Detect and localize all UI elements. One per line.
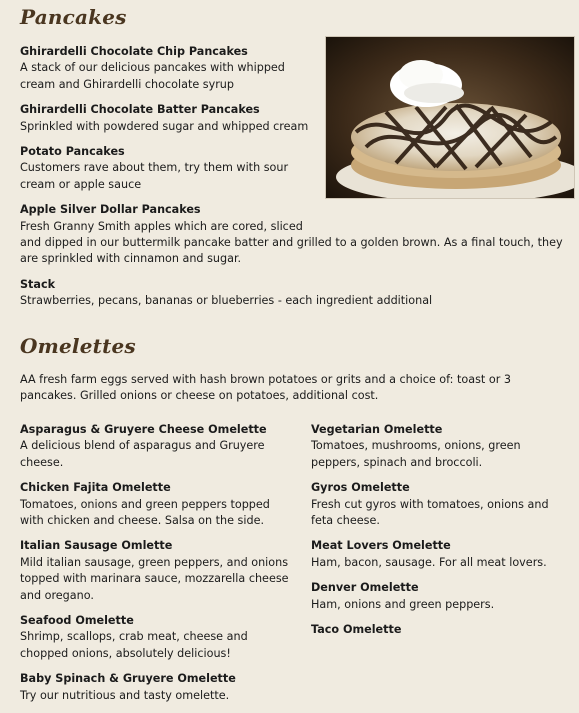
item-description: Tomatoes, mushrooms, onions, green peppers, spinach and broccoli. bbox=[311, 439, 521, 469]
menu-item bbox=[311, 538, 566, 571]
pancakes-title: Pancakes bbox=[20, 5, 127, 29]
menu-item bbox=[311, 580, 566, 613]
menu-item bbox=[20, 613, 295, 662]
item-description: Strawberries, pecans, bananas or blueberries - each ingredient additional bbox=[20, 294, 433, 308]
item-name: Ghirardelli Chocolate Chip Pancakes bbox=[20, 45, 248, 58]
omelettes-left-column bbox=[20, 422, 295, 713]
item-name: Vegetarian Omelette bbox=[311, 423, 443, 436]
item-description: and dipped in our buttermilk pancake batter and grilled to a golden brown. As a final touch, they are sprinkled with cinnamon and sugar. bbox=[20, 236, 563, 266]
item-name: Meat Lovers Omelette bbox=[311, 539, 451, 553]
menu-item bbox=[20, 202, 575, 268]
item-name: Potato Pancakes bbox=[20, 145, 125, 159]
menu-item bbox=[20, 480, 295, 529]
item-description: A stack of our delicious pancakes with whipped cream and Ghirardelli chocolate syrup bbox=[20, 61, 285, 91]
item-name: Taco Omelette bbox=[311, 623, 402, 637]
menu-item bbox=[20, 422, 295, 471]
menu-item bbox=[20, 538, 295, 604]
item-description: Tomatoes, onions and green peppers topped with chicken and cheese. Salsa on the side. bbox=[20, 497, 270, 528]
menu-item bbox=[20, 44, 310, 93]
menu-item bbox=[311, 622, 566, 638]
item-description: Mild italian sausage, green peppers, and onions topped with marinara sauce, mozzarella cheese and oregano. bbox=[20, 555, 289, 602]
item-description: Try our nutritious and tasty omelette. bbox=[20, 688, 230, 702]
menu-item bbox=[20, 277, 575, 310]
omelettes-right-column bbox=[311, 422, 566, 647]
menu-item bbox=[311, 422, 566, 471]
item-name: Stack bbox=[20, 277, 56, 291]
item-name: Ghirardelli Chocolate Batter Pancakes bbox=[20, 103, 260, 117]
omelettes-title: Omelettes bbox=[20, 334, 136, 358]
omelettes-intro: AA fresh farm eggs served with hash brown potatoes or grits and a choice of: toast or 3 pancakes. Grilled onions or cheese on potatoes, additional cost. bbox=[20, 373, 511, 403]
item-name: Asparagus & Gruyere Cheese Omelette bbox=[20, 423, 267, 436]
item-name: Baby Spinach & Gruyere Omelette bbox=[20, 672, 236, 686]
pancakes-list bbox=[20, 44, 575, 319]
menu-item bbox=[20, 102, 310, 135]
item-description: Ham, bacon, sausage. For all meat lovers. bbox=[311, 555, 547, 569]
item-description: A delicious blend of asparagus and Gruyere cheese. bbox=[20, 439, 265, 469]
item-name: Seafood Omelette bbox=[20, 614, 134, 628]
item-description-line1: Fresh Granny Smith apples which are cored, sliced bbox=[20, 219, 303, 233]
item-description: Shrimp, scallops, crab meat, cheese and chopped onions, absolutely delicious! bbox=[20, 630, 248, 660]
item-name: Denver Omelette bbox=[311, 581, 419, 595]
item-name: Italian Sausage Omlette bbox=[20, 539, 173, 553]
item-name: Gyros Omelette bbox=[311, 481, 410, 495]
item-name: Chicken Fajita Omelette bbox=[20, 481, 171, 495]
item-description: Fresh cut gyros with tomatoes, onions and feta cheese. bbox=[311, 497, 549, 528]
item-name: Apple Silver Dollar Pancakes bbox=[20, 203, 201, 217]
menu-item bbox=[20, 671, 295, 704]
item-description: Sprinkled with powdered sugar and whipped cream bbox=[20, 119, 309, 133]
item-description: Customers rave about them, try them with sour cream or apple sauce bbox=[20, 161, 289, 191]
menu-item bbox=[311, 480, 566, 529]
menu-item bbox=[20, 144, 310, 193]
item-description: Ham, onions and green peppers. bbox=[311, 597, 495, 611]
